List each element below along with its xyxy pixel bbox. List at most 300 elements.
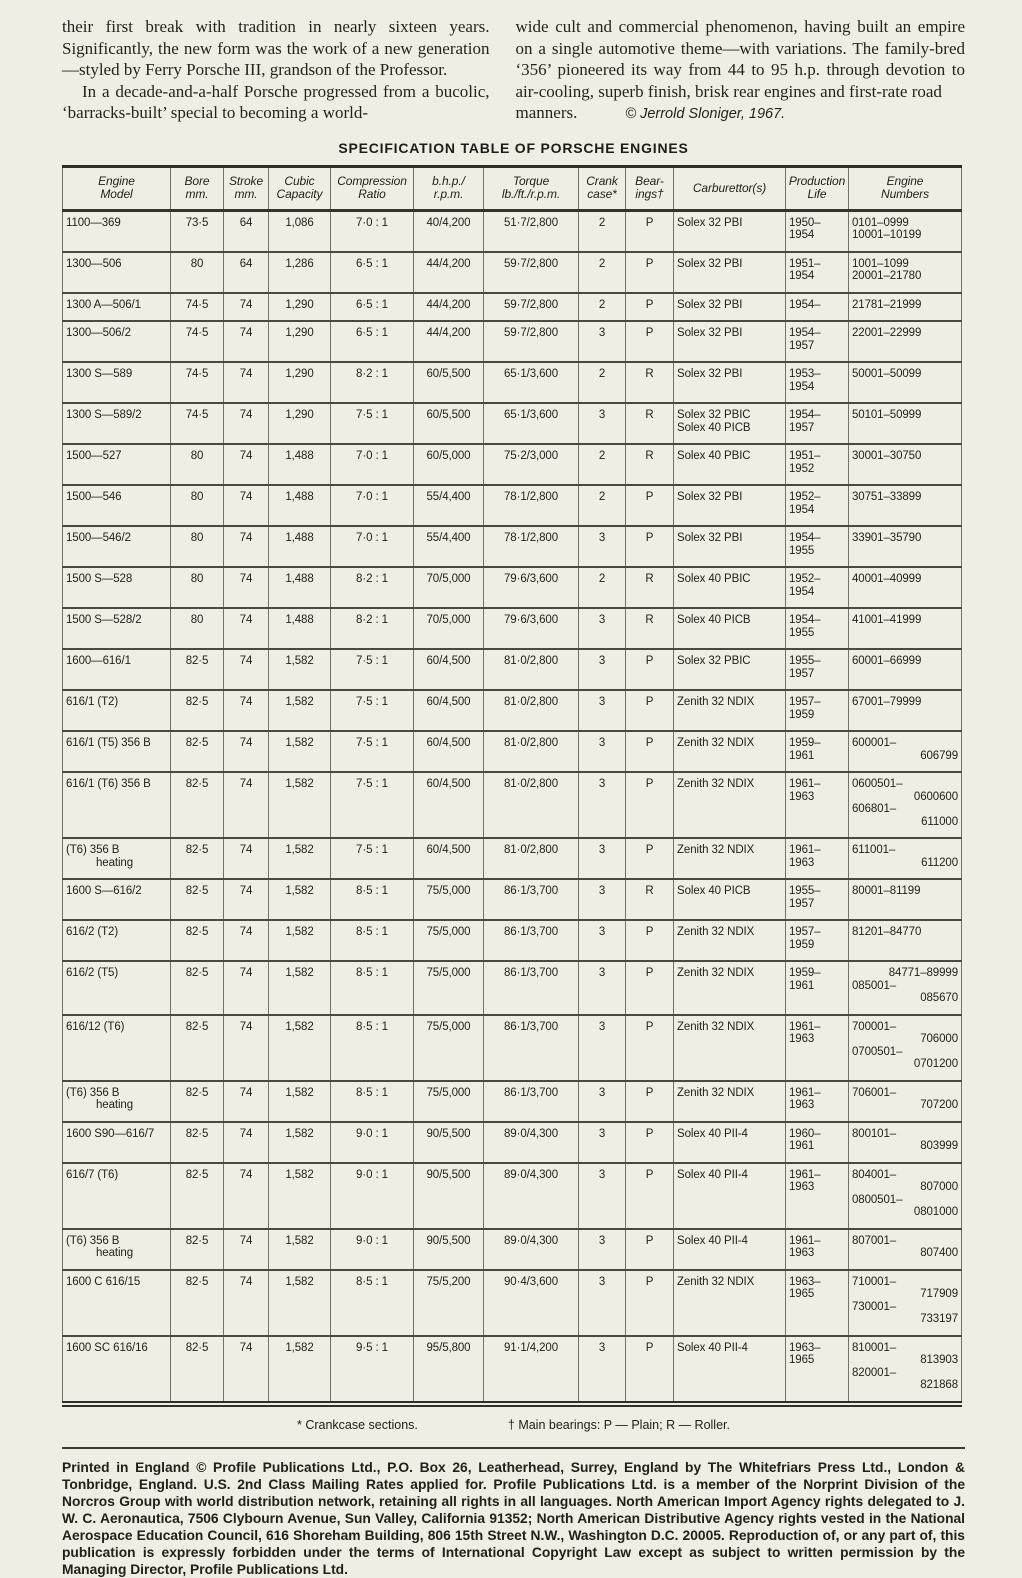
col-header-bearings: Bear- ings† (626, 166, 674, 210)
cell-torque: 78·1/2,800 (484, 485, 579, 526)
cell-bhp: 44/4,200 (414, 293, 484, 322)
table-row (63, 444, 962, 485)
cell-crankcase: 2 (579, 293, 626, 322)
cell-bhp: 90/5,500 (414, 1163, 484, 1229)
cell-crankcase: 3 (579, 649, 626, 690)
cell-carburettors: Solex 32 PBI (674, 293, 786, 322)
cell-bhp: 75/5,000 (414, 879, 484, 920)
table-row (63, 731, 962, 772)
cell-model: 1500 S—528 (63, 567, 171, 608)
cell-model: (T6) 356 B heating (63, 1081, 171, 1122)
cell-torque: 78·1/2,800 (484, 526, 579, 567)
cell-compression: 7·5 : 1 (331, 403, 414, 444)
cell-production-life: 1963–1965 (786, 1270, 849, 1336)
cell-crankcase: 3 (579, 1270, 626, 1336)
intro-paragraph-3: wide cult and commercial phenomenon, having built an empire on a single automotive theme—with variations. The family-bred ‘356’ pioneered its way from 44 to 95 h.p. through devotion to air-cooling, superb finish, brisk rear engines and first-rate road (515, 17, 965, 101)
cell-production-life: 1957–1959 (786, 920, 849, 961)
cell-crankcase: 3 (579, 961, 626, 1015)
cell-bearings: P (626, 772, 674, 838)
cell-bhp: 75/5,000 (414, 961, 484, 1015)
cell-stroke: 74 (224, 961, 269, 1015)
cell-production-life: 1957–1959 (786, 690, 849, 731)
col-header-torque: Torque lb./ft./r.p.m. (484, 166, 579, 210)
cell-capacity: 1,582 (269, 690, 331, 731)
cell-stroke: 64 (224, 252, 269, 293)
cell-crankcase: 3 (579, 1336, 626, 1404)
cell-bore: 82·5 (171, 1229, 224, 1270)
cell-bhp: 40/4,200 (414, 210, 484, 252)
cell-production-life: 1959–1961 (786, 731, 849, 772)
cell-carburettors: Solex 32 PBI (674, 252, 786, 293)
cell-bore: 82·5 (171, 731, 224, 772)
cell-crankcase: 3 (579, 879, 626, 920)
cell-bore: 80 (171, 526, 224, 567)
cell-model: 1500—546/2 (63, 526, 171, 567)
cell-bhp: 60/4,500 (414, 690, 484, 731)
cell-model: 616/12 (T6) (63, 1015, 171, 1081)
cell-capacity: 1,290 (269, 362, 331, 403)
cell-production-life: 1963–1965 (786, 1336, 849, 1404)
cell-capacity: 1,488 (269, 444, 331, 485)
cell-production-life: 1955–1957 (786, 879, 849, 920)
cell-engine-numbers: 800101– 803999 (849, 1122, 962, 1163)
cell-stroke: 74 (224, 731, 269, 772)
cell-stroke: 74 (224, 1122, 269, 1163)
cell-bearings: P (626, 293, 674, 322)
cell-compression: 7·0 : 1 (331, 526, 414, 567)
cell-production-life: 1952–1954 (786, 485, 849, 526)
cell-engine-numbers: 41001–41999 (849, 608, 962, 649)
cell-stroke: 74 (224, 690, 269, 731)
cell-production-life: 1950–1954 (786, 210, 849, 252)
cell-model: 1100—369 (63, 210, 171, 252)
cell-engine-numbers: 50001–50099 (849, 362, 962, 403)
cell-carburettors: Solex 32 PBI (674, 321, 786, 362)
cell-carburettors: Zenith 32 NDIX (674, 1015, 786, 1081)
cell-carburettors: Solex 40 PICB (674, 608, 786, 649)
table-row (63, 210, 962, 252)
cell-engine-numbers: 0600501– 0600600 606801– 611000 (849, 772, 962, 838)
cell-compression: 7·0 : 1 (331, 210, 414, 252)
cell-bhp: 55/4,400 (414, 526, 484, 567)
cell-bhp: 44/4,200 (414, 252, 484, 293)
intro-paragraph-end: manners. (515, 103, 578, 123)
cell-bhp: 75/5,000 (414, 920, 484, 961)
cell-stroke: 74 (224, 403, 269, 444)
cell-crankcase: 2 (579, 210, 626, 252)
cell-carburettors: Solex 32 PBI (674, 485, 786, 526)
cell-stroke: 74 (224, 293, 269, 322)
cell-capacity: 1,488 (269, 526, 331, 567)
cell-bhp: 55/4,400 (414, 485, 484, 526)
col-header-compression: Compression Ratio (331, 166, 414, 210)
cell-stroke: 74 (224, 1229, 269, 1270)
cell-compression: 8·5 : 1 (331, 1270, 414, 1336)
cell-engine-numbers: 0101–0999 10001–10199 (849, 210, 962, 252)
cell-bearings: P (626, 838, 674, 879)
cell-bore: 80 (171, 485, 224, 526)
cell-crankcase: 3 (579, 1229, 626, 1270)
table-row (63, 252, 962, 293)
cell-bearings: R (626, 362, 674, 403)
cell-capacity: 1,582 (269, 1163, 331, 1229)
cell-crankcase: 3 (579, 838, 626, 879)
cell-production-life: 1954– (786, 293, 849, 322)
cell-carburettors: Zenith 32 NDIX (674, 772, 786, 838)
cell-crankcase: 3 (579, 1122, 626, 1163)
cell-production-life: 1961–1963 (786, 772, 849, 838)
cell-production-life: 1961–1963 (786, 1015, 849, 1081)
col-header-bhp: b.h.p./ r.p.m. (414, 166, 484, 210)
table-row (63, 485, 962, 526)
cell-bhp: 44/4,200 (414, 321, 484, 362)
cell-engine-numbers: 81201–84770 (849, 920, 962, 961)
cell-torque: 89·0/4,300 (484, 1163, 579, 1229)
cell-bearings: P (626, 1015, 674, 1081)
cell-compression: 8·2 : 1 (331, 608, 414, 649)
cell-bore: 74·5 (171, 362, 224, 403)
cell-carburettors: Zenith 32 NDIX (674, 838, 786, 879)
cell-stroke: 64 (224, 210, 269, 252)
table-row (63, 1081, 962, 1122)
cell-bore: 82·5 (171, 649, 224, 690)
cell-model: 616/7 (T6) (63, 1163, 171, 1229)
cell-bore: 74·5 (171, 293, 224, 322)
table-row (63, 608, 962, 649)
cell-bhp: 70/5,000 (414, 608, 484, 649)
cell-carburettors: Solex 40 PII-4 (674, 1163, 786, 1229)
cell-carburettors: Solex 40 PICB (674, 879, 786, 920)
cell-compression: 8·5 : 1 (331, 1015, 414, 1081)
cell-bhp: 75/5,200 (414, 1270, 484, 1336)
cell-bhp: 60/5,000 (414, 444, 484, 485)
footnote-bearings: † Main bearings: P — Plain; R — Roller. (507, 1417, 730, 1432)
cell-compression: 8·5 : 1 (331, 920, 414, 961)
intro-paragraph-2: In a decade-and-a-half Porsche progressed from a bucolic, ‘barracks-built’ special to becoming a world- (62, 81, 490, 123)
cell-capacity: 1,582 (269, 920, 331, 961)
cell-bore: 82·5 (171, 879, 224, 920)
cell-bore: 80 (171, 252, 224, 293)
footer-divider (62, 1447, 965, 1449)
author-credit: © Jerrold Sloniger, 1967. (625, 106, 786, 123)
cell-engine-numbers: 80001–81199 (849, 879, 962, 920)
cell-crankcase: 3 (579, 731, 626, 772)
cell-model: 1600 S—616/2 (63, 879, 171, 920)
cell-torque: 59·7/2,800 (484, 252, 579, 293)
cell-bearings: P (626, 1336, 674, 1404)
cell-model: 616/2 (T2) (63, 920, 171, 961)
cell-engine-numbers: 1001–1099 20001–21780 (849, 252, 962, 293)
cell-capacity: 1,582 (269, 1015, 331, 1081)
cell-engine-numbers: 33901–35790 (849, 526, 962, 567)
cell-production-life: 1954–1957 (786, 321, 849, 362)
cell-bore: 82·5 (171, 1122, 224, 1163)
intro-left-column (62, 16, 490, 126)
cell-bearings: P (626, 526, 674, 567)
cell-bore: 80 (171, 567, 224, 608)
cell-carburettors: Solex 40 PII-4 (674, 1122, 786, 1163)
cell-compression: 7·0 : 1 (331, 444, 414, 485)
cell-torque: 65·1/3,600 (484, 362, 579, 403)
cell-bore: 82·5 (171, 1163, 224, 1229)
cell-compression: 6·5 : 1 (331, 293, 414, 322)
cell-bhp: 60/5,500 (414, 362, 484, 403)
cell-torque: 89·0/4,300 (484, 1229, 579, 1270)
cell-model: 1600 SC 616/16 (63, 1336, 171, 1404)
cell-bhp: 60/4,500 (414, 731, 484, 772)
cell-bhp: 75/5,000 (414, 1081, 484, 1122)
cell-compression: 8·5 : 1 (331, 1081, 414, 1122)
cell-torque: 51·7/2,800 (484, 210, 579, 252)
cell-bore: 82·5 (171, 1015, 224, 1081)
cell-production-life: 1951–1952 (786, 444, 849, 485)
cell-torque: 81·0/2,800 (484, 772, 579, 838)
table-row (63, 1122, 962, 1163)
cell-carburettors: Zenith 32 NDIX (674, 920, 786, 961)
cell-bhp: 60/4,500 (414, 838, 484, 879)
table-row (63, 649, 962, 690)
cell-bearings: P (626, 210, 674, 252)
table-body (63, 210, 962, 1404)
table-row (63, 293, 962, 322)
cell-torque: 59·7/2,800 (484, 293, 579, 322)
cell-carburettors: Solex 40 PBIC (674, 567, 786, 608)
cell-bearings: P (626, 920, 674, 961)
cell-stroke: 74 (224, 321, 269, 362)
cell-model: 1300—506 (63, 252, 171, 293)
cell-capacity: 1,290 (269, 293, 331, 322)
table-row (63, 403, 962, 444)
cell-bearings: P (626, 1270, 674, 1336)
col-header-model: Engine Model (63, 166, 171, 210)
table-row (63, 1015, 962, 1081)
cell-bearings: P (626, 649, 674, 690)
cell-stroke: 74 (224, 1270, 269, 1336)
cell-capacity: 1,582 (269, 772, 331, 838)
cell-carburettors: Solex 32 PBI (674, 362, 786, 403)
cell-bearings: R (626, 608, 674, 649)
cell-compression: 7·5 : 1 (331, 690, 414, 731)
cell-production-life: 1954–1955 (786, 608, 849, 649)
cell-capacity: 1,582 (269, 1122, 331, 1163)
col-header-stroke: Stroke mm. (224, 166, 269, 210)
cell-torque: 75·2/3,000 (484, 444, 579, 485)
table-row (63, 321, 962, 362)
cell-capacity: 1,286 (269, 252, 331, 293)
cell-engine-numbers: 810001– 813903 820001– 821868 (849, 1336, 962, 1404)
cell-crankcase: 3 (579, 526, 626, 567)
cell-crankcase: 3 (579, 772, 626, 838)
cell-bearings: P (626, 485, 674, 526)
cell-stroke: 74 (224, 1163, 269, 1229)
cell-bearings: R (626, 879, 674, 920)
cell-stroke: 74 (224, 838, 269, 879)
table-row (63, 1336, 962, 1404)
cell-crankcase: 2 (579, 444, 626, 485)
cell-capacity: 1,582 (269, 838, 331, 879)
cell-model: 1300 S—589/2 (63, 403, 171, 444)
cell-bhp: 60/5,500 (414, 403, 484, 444)
cell-engine-numbers: 67001–79999 (849, 690, 962, 731)
cell-compression: 6·5 : 1 (331, 252, 414, 293)
cell-compression: 7·5 : 1 (331, 838, 414, 879)
cell-production-life: 1953–1954 (786, 362, 849, 403)
cell-compression: 8·2 : 1 (331, 362, 414, 403)
imprint-text: Printed in England © Profile Publications Ltd., P.O. Box 26, Leatherhead, Surrey, England by The Whitefriars Press Ltd., London & Tonbridge, England. U.S. 2nd Class Mailing Rates applied for. Profile Publications Ltd. is a member of the Norprint Division of the Norcros Group with world distribution network, retaining all rights in all languages. North American Import Agency rights delegated to J. W. C. Aeronautica, 7506 Clybourn Avenue, Sun Valley, California 91352; North American Distributive Agency rights vested in the National Aerospace Education Council, 616 Shoreham Building, 806 15th Street N.W., Washington D.C. 20005. Reproduction of, or any part of, this publication is expressly forbidden under the terms of International Copyright Law except as subject to written permission by the Managing Director, Profile Publications Ltd. (62, 1459, 965, 1577)
cell-model: 616/1 (T5) 356 B (63, 731, 171, 772)
cell-production-life: 1954–1957 (786, 403, 849, 444)
cell-capacity: 1,086 (269, 210, 331, 252)
col-header-numbers: Engine Numbers (849, 166, 962, 210)
cell-bore: 82·5 (171, 772, 224, 838)
cell-bore: 82·5 (171, 838, 224, 879)
cell-compression: 9·0 : 1 (331, 1163, 414, 1229)
attribution-line (516, 102, 965, 126)
cell-bearings: R (626, 444, 674, 485)
cell-model: 1300 A—506/1 (63, 293, 171, 322)
cell-carburettors: Zenith 32 NDIX (674, 690, 786, 731)
cell-compression: 8·5 : 1 (331, 961, 414, 1015)
cell-carburettors: Zenith 32 NDIX (674, 731, 786, 772)
cell-bhp: 90/5,500 (414, 1122, 484, 1163)
cell-torque: 79·6/3,600 (484, 567, 579, 608)
cell-capacity: 1,488 (269, 608, 331, 649)
table-row (63, 362, 962, 403)
cell-model: (T6) 356 B heating (63, 1229, 171, 1270)
specification-table (62, 165, 962, 1407)
table-row (63, 772, 962, 838)
cell-crankcase: 2 (579, 362, 626, 403)
cell-carburettors: Solex 32 PBIC (674, 649, 786, 690)
cell-bhp: 60/4,500 (414, 772, 484, 838)
cell-engine-numbers: 22001–22999 (849, 321, 962, 362)
cell-stroke: 74 (224, 485, 269, 526)
table-row (63, 838, 962, 879)
table-row (63, 961, 962, 1015)
cell-bore: 82·5 (171, 1270, 224, 1336)
cell-bore: 82·5 (171, 961, 224, 1015)
table-row (63, 1163, 962, 1229)
cell-torque: 81·0/2,800 (484, 838, 579, 879)
cell-bhp: 95/5,800 (414, 1336, 484, 1404)
cell-crankcase: 3 (579, 920, 626, 961)
table-row (63, 920, 962, 961)
cell-model: 1300 S—589 (63, 362, 171, 403)
cell-bhp: 75/5,000 (414, 1015, 484, 1081)
cell-crankcase: 3 (579, 608, 626, 649)
cell-torque: 59·7/2,800 (484, 321, 579, 362)
table-row (63, 567, 962, 608)
cell-crankcase: 3 (579, 1163, 626, 1229)
cell-stroke: 74 (224, 1081, 269, 1122)
cell-compression: 7·5 : 1 (331, 731, 414, 772)
col-header-bore: Bore mm. (171, 166, 224, 210)
cell-capacity: 1,582 (269, 1229, 331, 1270)
cell-bearings: P (626, 1122, 674, 1163)
cell-stroke: 74 (224, 1015, 269, 1081)
table-row (63, 1229, 962, 1270)
cell-engine-numbers: 700001– 706000 0700501– 0701200 (849, 1015, 962, 1081)
cell-compression: 6·5 : 1 (331, 321, 414, 362)
intro-right-column (516, 16, 965, 126)
cell-bore: 80 (171, 444, 224, 485)
cell-crankcase: 2 (579, 485, 626, 526)
cell-crankcase: 2 (579, 567, 626, 608)
cell-capacity: 1,290 (269, 403, 331, 444)
cell-model: 616/1 (T6) 356 B (63, 772, 171, 838)
cell-crankcase: 2 (579, 252, 626, 293)
cell-bhp: 60/4,500 (414, 649, 484, 690)
cell-compression: 7·0 : 1 (331, 485, 414, 526)
cell-bearings: P (626, 321, 674, 362)
cell-model: 1500—546 (63, 485, 171, 526)
cell-bore: 74·5 (171, 321, 224, 362)
cell-torque: 91·1/4,200 (484, 1336, 579, 1404)
col-header-crankcase: Crank case* (579, 166, 626, 210)
table-row (63, 526, 962, 567)
cell-bore: 82·5 (171, 1081, 224, 1122)
cell-bhp: 90/5,500 (414, 1229, 484, 1270)
cell-torque: 86·1/3,700 (484, 879, 579, 920)
cell-engine-numbers: 807001– 807400 (849, 1229, 962, 1270)
cell-engine-numbers: 710001– 717909 730001– 733197 (849, 1270, 962, 1336)
cell-production-life: 1961–1963 (786, 1163, 849, 1229)
cell-engine-numbers: 804001– 807000 0800501– 0801000 (849, 1163, 962, 1229)
cell-engine-numbers: 611001– 611200 (849, 838, 962, 879)
cell-bearings: P (626, 690, 674, 731)
intro-paragraph-1: their first break with tradition in nearly sixteen years. Significantly, the new form was the work of a new generation—styled by Ferry Porsche III, grandson of the Professor. (62, 17, 490, 80)
cell-engine-numbers: 60001–66999 (849, 649, 962, 690)
cell-torque: 86·1/3,700 (484, 920, 579, 961)
cell-bearings: P (626, 1081, 674, 1122)
cell-model: 1600—616/1 (63, 649, 171, 690)
cell-capacity: 1,582 (269, 649, 331, 690)
cell-bore: 73·5 (171, 210, 224, 252)
cell-stroke: 74 (224, 567, 269, 608)
cell-torque: 90·4/3,600 (484, 1270, 579, 1336)
col-header-production: Production Life (786, 166, 849, 210)
cell-bearings: P (626, 1229, 674, 1270)
cell-stroke: 74 (224, 879, 269, 920)
cell-capacity: 1,582 (269, 1270, 331, 1336)
cell-compression: 9·0 : 1 (331, 1122, 414, 1163)
cell-torque: 81·0/2,800 (484, 731, 579, 772)
cell-carburettors: Solex 32 PBI (674, 526, 786, 567)
cell-bearings: P (626, 252, 674, 293)
cell-model: 1500 S—528/2 (63, 608, 171, 649)
cell-compression: 9·0 : 1 (331, 1229, 414, 1270)
cell-model: 1300—506/2 (63, 321, 171, 362)
cell-capacity: 1,582 (269, 731, 331, 772)
cell-carburettors: Zenith 32 NDIX (674, 961, 786, 1015)
cell-carburettors: Solex 40 PII-4 (674, 1336, 786, 1404)
cell-compression: 8·2 : 1 (331, 567, 414, 608)
footnote-crankcase: * Crankcase sections. (297, 1417, 418, 1432)
table-row (63, 879, 962, 920)
cell-carburettors: Zenith 32 NDIX (674, 1081, 786, 1122)
cell-torque: 86·1/3,700 (484, 1081, 579, 1122)
cell-torque: 81·0/2,800 (484, 690, 579, 731)
cell-model: 1600 C 616/15 (63, 1270, 171, 1336)
cell-carburettors: Solex 40 PBIC (674, 444, 786, 485)
cell-stroke: 74 (224, 920, 269, 961)
intro-text (62, 16, 965, 126)
cell-carburettors: Solex 40 PII-4 (674, 1229, 786, 1270)
cell-bore: 82·5 (171, 1336, 224, 1404)
cell-stroke: 74 (224, 649, 269, 690)
cell-torque: 86·1/3,700 (484, 961, 579, 1015)
cell-carburettors: Solex 32 PBI (674, 210, 786, 252)
